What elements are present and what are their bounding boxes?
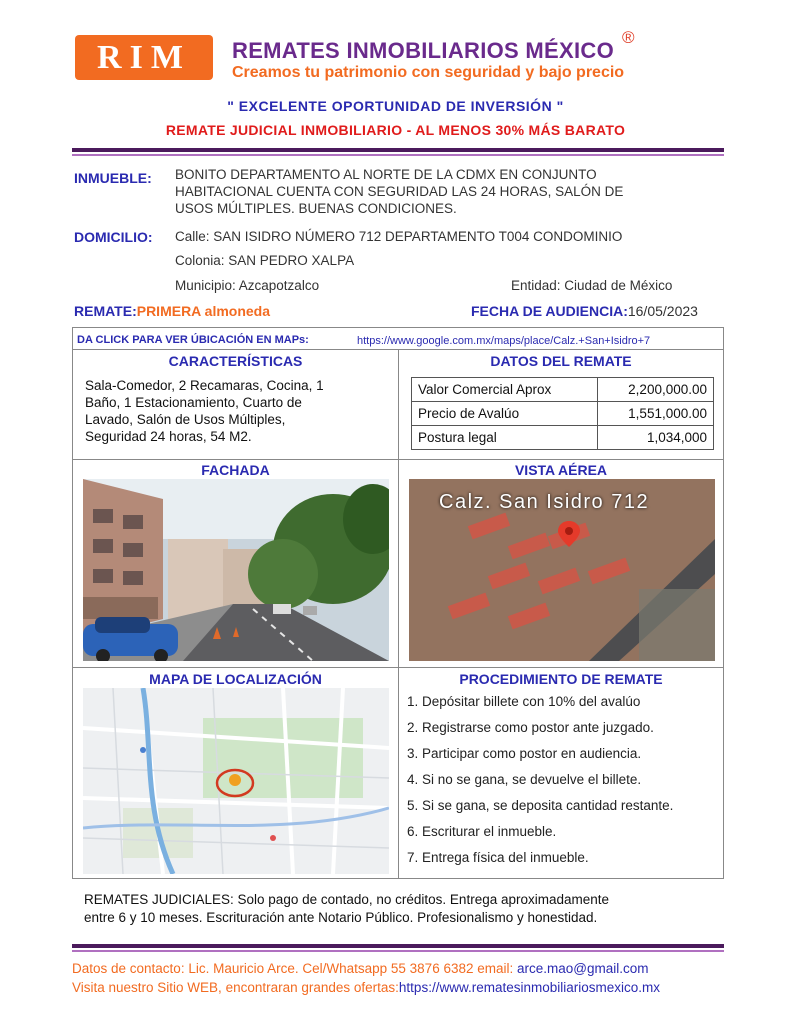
inmueble-label: INMUEBLE: bbox=[74, 170, 152, 186]
mapa-image bbox=[83, 688, 389, 874]
fachada-title: FACHADA bbox=[201, 462, 270, 478]
caracteristicas-line: Lavado, Salón de Usos Múltiples, bbox=[85, 412, 286, 427]
datos-value: 2,200,000.00 bbox=[597, 378, 713, 402]
caracteristicas-title: CARACTERÍSTICAS bbox=[168, 353, 303, 369]
remate-label-text: REMATE: bbox=[74, 303, 137, 319]
contact-line bbox=[72, 961, 649, 976]
inmueble-line: BONITO DEPARTAMENTO AL NORTE DE LA CDMX EN CONJUNTO bbox=[175, 167, 597, 182]
vista-photo bbox=[409, 479, 715, 661]
datos-value: 1,551,000.00 bbox=[597, 402, 713, 426]
procedimiento-step: 3. Participar como postor en audiencia. bbox=[407, 746, 642, 761]
procedimiento-step: 2. Registrarse como postor ante juzgado. bbox=[407, 720, 654, 735]
opportunity-heading: " EXCELENTE OPORTUNIDAD DE INVERSIÓN " bbox=[227, 98, 564, 114]
contact-text: Datos de contacto: Lic. Mauricio Arce. Cel/Whatsapp 55 3876 6382 email: bbox=[72, 961, 517, 976]
map-link[interactable]: https://www.google.com.mx/maps/place/Calz.+San+Isidro+7 bbox=[357, 335, 651, 347]
procedimiento-title: PROCEDIMIENTO DE REMATE bbox=[459, 671, 663, 687]
fecha-value: 16/05/2023 bbox=[627, 303, 698, 319]
remate-value: PRIMERA almoneda bbox=[136, 303, 271, 319]
procedimiento-step: 1. Depósitar billete con 10% del avalúo bbox=[407, 694, 641, 709]
procedimiento-step: 6. Escriturar el inmueble. bbox=[407, 824, 557, 839]
contact-email[interactable]: arce.mao@gmail.com bbox=[517, 961, 649, 976]
caracteristicas-line: Sala-Comedor, 2 Recamaras, Cocina, 1 bbox=[85, 378, 324, 393]
registered-mark: ® bbox=[622, 28, 635, 47]
table-row bbox=[412, 402, 714, 426]
footer-note-line: entre 6 y 10 meses. Escrituración ante Notario Público. Profesionalismo y honestidad. bbox=[84, 910, 598, 925]
judicial-heading: REMATE JUDICIAL INMOBILIARIO - AL MENOS 30% MÁS BARATO bbox=[165, 122, 626, 138]
divider bbox=[72, 154, 724, 156]
divider bbox=[72, 950, 724, 952]
datos-value: 1,034,000 bbox=[597, 426, 713, 450]
divider bbox=[72, 944, 724, 948]
procedimiento-step: 4. Si no se gana, se devuelve el billete. bbox=[407, 772, 642, 787]
caracteristicas-text bbox=[85, 377, 324, 445]
inmueble-line: HABITACIONAL CUENTA CON SEGURIDAD LAS 24 HORAS, SALÓN DE bbox=[175, 184, 624, 199]
mapa-title: MAPA DE LOCALIZACIÓN bbox=[149, 671, 322, 687]
slogan: Creamos tu patrimonio con seguridad y bajo precio bbox=[232, 64, 625, 81]
fecha-audiencia bbox=[471, 303, 698, 319]
fecha-label: FECHA DE AUDIENCIA: bbox=[471, 303, 628, 319]
divider bbox=[72, 148, 724, 152]
municipio: Municipio: Azcapotzalco bbox=[175, 278, 320, 293]
domicilio-label: DOMICILIO: bbox=[74, 229, 153, 245]
map-link-label: DA CLICK PARA VER ÚBICACIÓN EN MAPs: bbox=[77, 334, 309, 346]
inmueble-line: USOS MÚLTIPLES. BUENAS CONDICIONES. bbox=[175, 201, 457, 216]
entidad: Entidad: Ciudad de México bbox=[511, 278, 673, 293]
datos-title: DATOS DEL REMATE bbox=[490, 353, 632, 369]
remate-label bbox=[74, 303, 270, 319]
datos-table bbox=[411, 377, 714, 450]
details-grid bbox=[72, 327, 724, 879]
fachada-photo bbox=[83, 479, 389, 661]
datos-label: Postura legal bbox=[412, 426, 598, 450]
colonia: Colonia: SAN PEDRO XALPA bbox=[175, 253, 355, 268]
caracteristicas-line: Baño, 1 Estacionamiento, Cuarto de bbox=[85, 395, 302, 410]
website-text: Visita nuestro Sitio WEB, encontraran grandes ofertas: bbox=[72, 980, 399, 995]
vista-title: VISTA AÉREA bbox=[514, 462, 608, 478]
vista-overlay: Calz. San Isidro 712 bbox=[439, 491, 650, 513]
calle: Calle: SAN ISIDRO NÚMERO 712 DEPARTAMENTO T004 CONDOMINIO bbox=[175, 229, 623, 244]
footer-note-line: REMATES JUDICIALES: Solo pago de contado, no créditos. Entrega aproximadamente bbox=[84, 892, 610, 907]
brand-name: REMATES INMOBILIARIOS MÉXICO bbox=[232, 38, 615, 63]
website-line bbox=[72, 980, 660, 995]
table-row bbox=[412, 426, 714, 450]
datos-label: Precio de Avalúo bbox=[412, 402, 598, 426]
rim-logo: RIM bbox=[75, 35, 213, 80]
datos-label: Valor Comercial Aprox bbox=[412, 378, 598, 402]
website-link[interactable]: https://www.rematesinmobiliariosmexico.mx bbox=[398, 980, 660, 995]
table-row bbox=[412, 378, 714, 402]
procedimiento-step: 7. Entrega física del inmueble. bbox=[407, 850, 589, 865]
caracteristicas-line: Seguridad 24 horas, 54 M2. bbox=[85, 429, 252, 444]
procedimiento-step: 5. Si se gana, se deposita cantidad restante. bbox=[407, 798, 674, 813]
